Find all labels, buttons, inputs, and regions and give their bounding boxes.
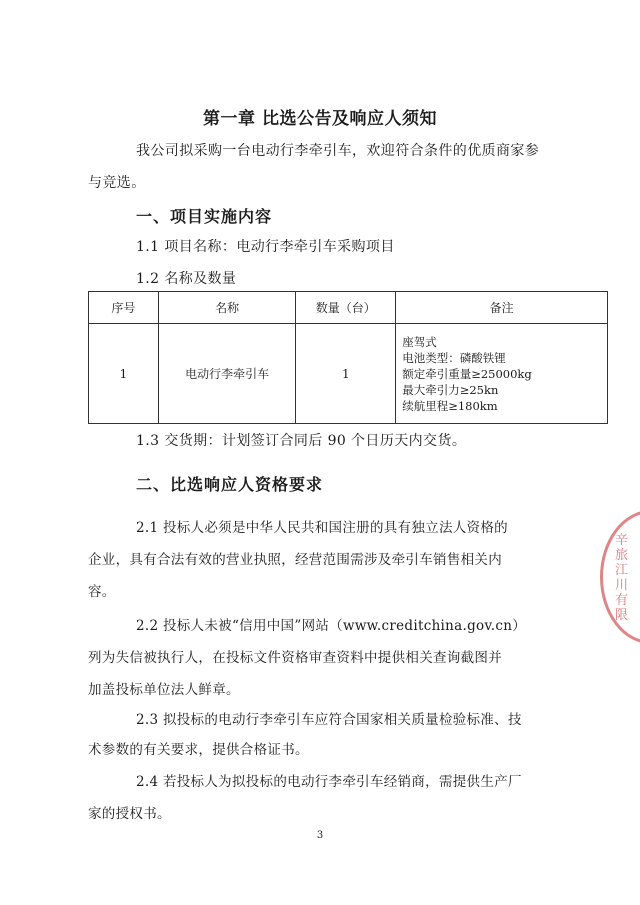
remark-line: 最大牵引力≥25kn xyxy=(402,382,499,397)
remark-line: 座驾式 xyxy=(402,334,437,349)
company-seal-stamp xyxy=(600,510,640,644)
remark-line: 电池类型：磷酸铁锂 xyxy=(402,350,506,365)
cell-remarks xyxy=(396,324,608,424)
p2-3-line-1: 2.3 拟投标的电动行李牵引车应符合国家相关质量检验标准、技 xyxy=(136,712,522,728)
table-header-row xyxy=(89,292,608,324)
p2-4-line-2: 家的授权书。 xyxy=(88,806,171,822)
p2-4-line-1: 2.4 若投标人为拟投标的电动行李牵引车经销商，需提供生产厂 xyxy=(136,774,522,790)
cell-seq: 1 xyxy=(89,324,159,424)
remark-line: 额定牵引重量≥25000kg xyxy=(402,366,532,381)
cell-qty: 1 xyxy=(296,324,396,424)
table-row xyxy=(89,324,608,424)
item-1-3: 1.3 交货期：计划签订合同后 90 个日历天内交货。 xyxy=(136,433,467,449)
section-2-heading: 二、比选响应人资格要求 xyxy=(136,475,324,494)
items-table xyxy=(88,291,608,424)
header-remarks: 备注 xyxy=(396,292,608,324)
item-1-1: 1.1 项目名称：电动行李牵引车采购项目 xyxy=(136,239,395,255)
header-seq: 序号 xyxy=(89,292,159,324)
p2-3-line-2: 术参数的有关要求，提供合格证书。 xyxy=(88,742,309,758)
item-1-2: 1.2 名称及数量 xyxy=(136,271,237,287)
section-1-heading: 一、项目实施内容 xyxy=(136,207,273,226)
p2-1-line-1: 2.1 投标人必须是中华人民共和国注册的具有独立法人资格的 xyxy=(136,520,508,536)
intro-line-1: 我公司拟采购一台电动行李牵引车，欢迎符合条件的优质商家参 xyxy=(136,143,540,159)
remark-line: 续航里程≥180km xyxy=(402,398,498,413)
intro-line-2: 与竞选。 xyxy=(88,175,146,191)
header-qty: 数量（台） xyxy=(296,292,396,324)
p2-2-line-2: 列为失信被执行人，在投标文件资格审查资料中提供相关查询截图并 xyxy=(88,650,502,666)
page-number: 3 xyxy=(316,830,324,841)
p2-2-line-3: 加盖投标单位法人鲜章。 xyxy=(88,682,240,698)
header-name: 名称 xyxy=(158,292,296,324)
p2-1-line-2: 企业，具有合法有效的营业执照，经营范围需涉及牵引车销售相关内 xyxy=(88,552,502,568)
seal-text: 辛旅江川有限 xyxy=(615,533,629,623)
p2-2-line-1: 2.2 投标人未被“信用中国”网站（www.creditchina.gov.cn） xyxy=(136,618,527,634)
p2-1-line-3: 容。 xyxy=(88,584,116,600)
chapter-title: 第一章 比选公告及响应人须知 xyxy=(203,109,437,129)
cell-name: 电动行李牵引车 xyxy=(158,324,296,424)
